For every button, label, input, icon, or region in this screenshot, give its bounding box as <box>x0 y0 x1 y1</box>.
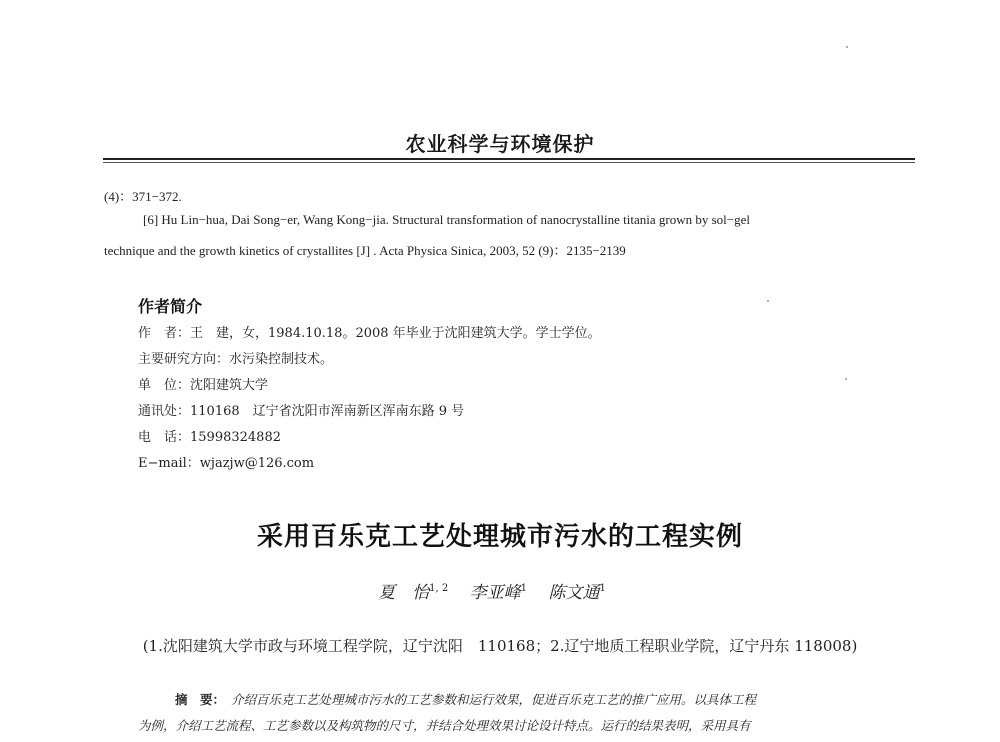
reference-continuation: (4)：371−372. <box>104 189 182 204</box>
abstract-label: 摘 要： <box>175 692 226 707</box>
reference-6-line-2: technique and the growth kinetics of crystallites [J] . Acta Physica Sinica, 2003, 52 (9)：2135−2139 <box>104 243 626 258</box>
bio-phone-label: 电 话： <box>138 430 191 445</box>
bio-email-value: wjazjw@126.com <box>199 456 315 471</box>
abstract-line-1 <box>175 690 756 708</box>
bio-research <box>138 348 333 367</box>
author-name: 夏 怡 <box>378 583 430 603</box>
author-bio-heading: 作者简介 <box>138 297 203 316</box>
bio-address-value: 110168 辽宁省沈阳市浑南新区浑南东路 9 号 <box>190 404 465 419</box>
scan-speck <box>767 300 769 302</box>
article-title: 采用百乐克工艺处理城市污水的工程实例 <box>256 522 743 552</box>
abstract-line-2: 为例，介绍工艺流程、工艺参数以及构筑物的尺寸，并结合处理效果讨论设计特点。运行的结果表明，采用具有 <box>138 718 751 733</box>
header-rule-thick <box>103 158 915 160</box>
bio-address <box>138 400 464 419</box>
author-name: 陈文通 <box>548 583 600 603</box>
author-affiliation-mark: 1 <box>599 583 606 595</box>
author-affiliation-mark: 1 <box>520 583 528 595</box>
header-rule-thin <box>103 162 915 163</box>
journal-running-header: 农业科学与环境保护 <box>405 132 595 156</box>
reference-6-line-1: [6] Hu Lin−hua, Dai Song−er, Wang Kong−jia. Structural transformation of nanocrystalline titania grown by sol−gel <box>143 212 750 227</box>
scan-speck <box>845 378 847 380</box>
bio-unit <box>138 374 268 393</box>
bio-research-label: 主要研究方向： <box>138 352 230 367</box>
bio-phone <box>138 426 281 445</box>
bio-author-label: 作 者： <box>138 326 191 341</box>
author-name: 李亚峰 <box>469 583 521 603</box>
bio-phone-value: 15998324882 <box>190 430 281 445</box>
bio-research-value: 水污染控制技术。 <box>229 352 334 367</box>
author-affiliation-mark: 1, 2 <box>429 583 449 595</box>
bio-unit-label: 单 位： <box>138 378 191 393</box>
article-authors <box>0 578 1000 603</box>
author-affiliations: (1.沈阳建筑大学市政与环境工程学院，辽宁沈阳 110168；2.辽宁地质工程职业学院，辽宁丹东 118008) <box>142 637 858 655</box>
bio-author <box>138 322 601 341</box>
abstract-text-1: 介绍百乐克工艺处理城市污水的工艺参数和运行效果，促进百乐克工艺的推广应用。以具体工程 <box>231 692 757 707</box>
bio-address-label: 通讯处： <box>138 404 191 419</box>
bio-email-label: E−mail： <box>138 456 200 471</box>
bio-author-value: 王 建，女，1984.10.18。2008 年毕业于沈阳建筑大学。学士学位。 <box>190 326 601 341</box>
bio-unit-value: 沈阳建筑大学 <box>190 378 269 393</box>
scan-speck <box>846 46 848 48</box>
bio-email <box>138 452 314 471</box>
